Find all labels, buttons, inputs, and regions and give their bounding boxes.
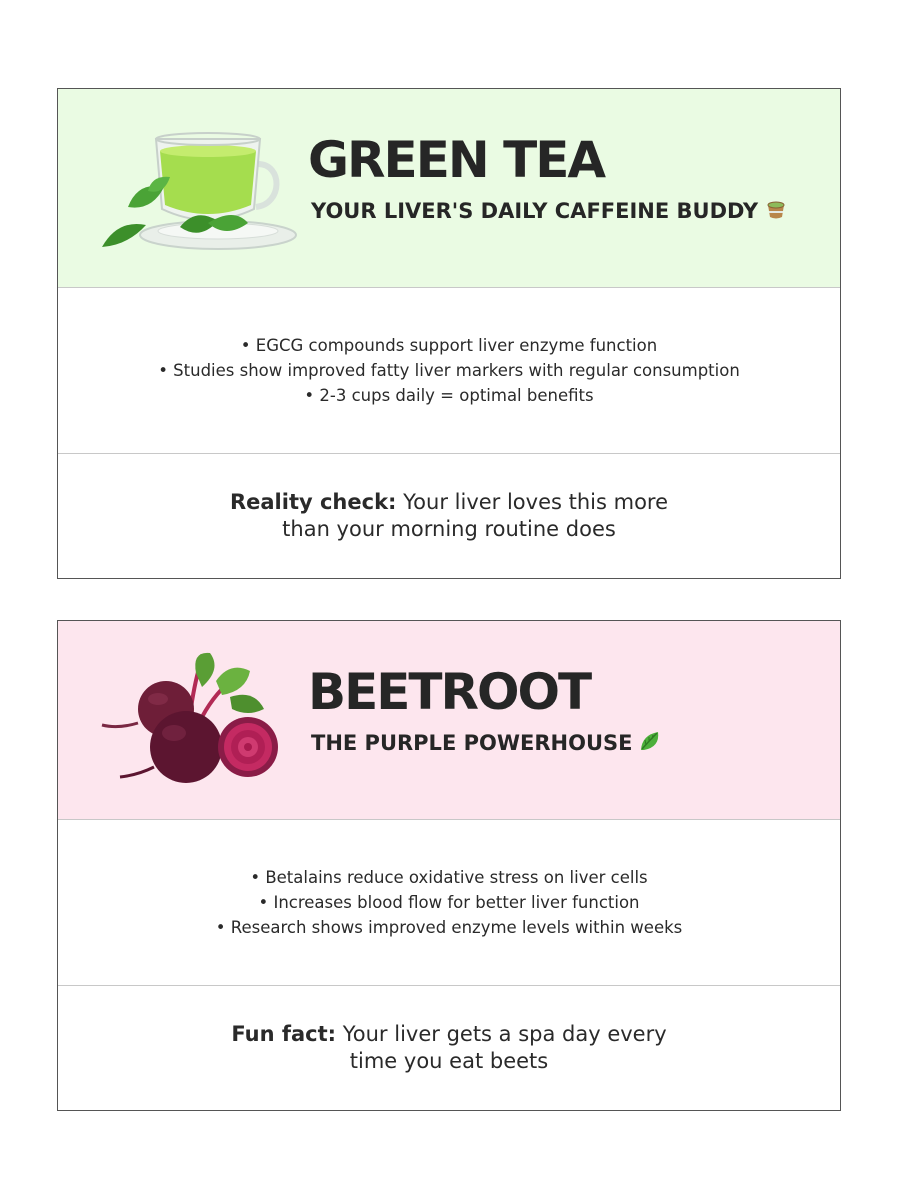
beetroot-icon [98,651,298,791]
tea-cup-emoji-icon [764,197,788,221]
quip-text [214,489,684,543]
fact-item: • Betalains reduce oxidative stress on liver cells [250,868,648,887]
beetroot-subtitle [311,729,662,756]
quip-label: Fun fact: [231,1022,337,1046]
green-tea-reality-check [58,454,840,578]
beetroot-subtitle-text: THE PURPLE POWERHOUSE [311,731,633,755]
green-tea-cup-icon [98,119,298,259]
fact-item: • Studies show improved fatty liver markers with regular consumption [158,361,740,380]
leafy-green-emoji-icon [638,729,662,753]
quip-body: Your liver gets a spa day every time you eat beets [342,1022,667,1073]
green-tea-subtitle-text: YOUR LIVER'S DAILY CAFFEINE BUDDY [311,199,759,223]
fact-item: • EGCG compounds support liver enzyme function [240,336,658,355]
beetroot-hero [58,621,840,820]
green-tea-hero [58,89,840,288]
beetroot-facts [58,820,840,986]
green-tea-subtitle [311,197,788,224]
quip-label: Reality check: [229,490,397,514]
beetroot-card [57,620,841,1111]
fact-item: • Research shows improved enzyme levels within weeks [215,918,683,937]
quip-text [214,1021,684,1075]
quip-body: Your liver loves this more than your morning routine does [282,490,669,541]
beetroot-fun-fact [58,986,840,1110]
green-tea-card [57,88,841,579]
green-tea-facts [58,288,840,454]
fact-item: • 2-3 cups daily = optimal benefits [304,386,594,405]
fact-item: • Increases blood flow for better liver function [258,893,640,912]
beetroot-title: BEETROOT [308,663,591,721]
green-tea-title: GREEN TEA [308,131,605,189]
